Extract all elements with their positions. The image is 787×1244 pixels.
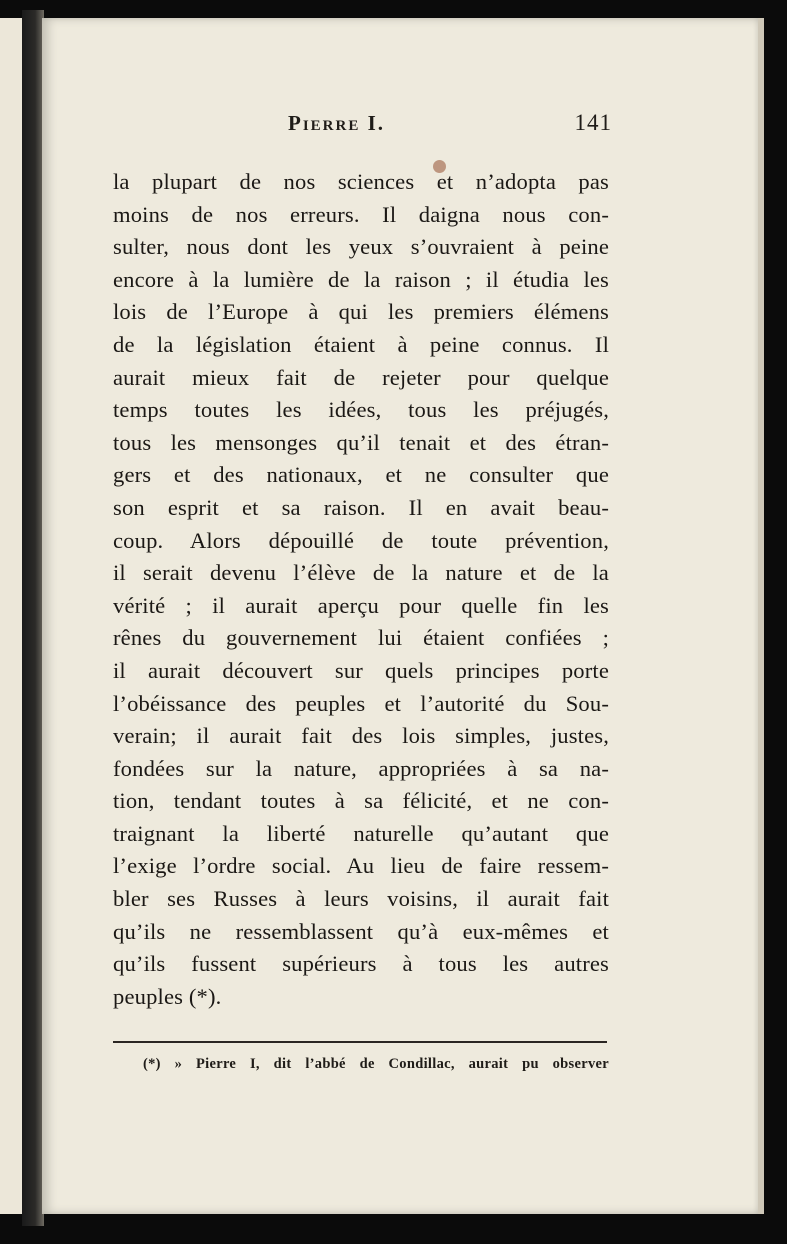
footnote-rule — [113, 1041, 607, 1043]
text-line: il serait devenu l’élève de la nature et de la — [113, 560, 609, 586]
text-line: qu’ils ne ressemblassent qu’à eux-mêmes et — [113, 918, 609, 944]
text-line: gers et des nationaux, et ne consulter que — [113, 462, 609, 488]
text-line: temps toutes les idées, tous les préjugés, — [113, 397, 609, 423]
text-line: la plupart de nos sciences et n’adopta pas — [113, 169, 609, 194]
body-text — [113, 166, 609, 1013]
page-number: 141 — [574, 110, 612, 135]
facing-page-edge — [0, 18, 23, 1214]
text-line: vérité ; il aurait aperçu pour quelle fin les — [113, 592, 609, 618]
text-line: il aurait découvert sur quels principes porte — [113, 657, 609, 683]
footnote: (*) » Pierre I, dit l’abbé de Condillac, aurait pu observer — [143, 1056, 609, 1072]
text-line: aurait mieux fait de rejeter pour quelque — [113, 364, 609, 390]
running-head: Pierre I. — [288, 111, 386, 135]
page-edge-right — [758, 18, 764, 1214]
text-line: coup. Alors dépouillé de toute prévention, — [113, 527, 609, 553]
book-gutter — [22, 10, 44, 1226]
text-line: son esprit et sa raison. Il en avait beau- — [113, 494, 609, 520]
text-line: tous les mensonges qu’il tenait et des étran- — [113, 429, 609, 455]
text-line: peuples (*). — [113, 983, 222, 1009]
text-line: verain; il aurait fait des lois simples, justes, — [113, 723, 609, 749]
text-line: bler ses Russes à leurs voisins, il aurait fait — [113, 886, 609, 912]
text-line: moins de nos erreurs. Il daigna nous con- — [113, 201, 609, 227]
text-line: rênes du gouvernement lui étaient confiées ; — [113, 625, 609, 651]
text-line: fondées sur la nature, appropriées à sa na- — [113, 755, 609, 781]
text-line: traignant la liberté naturelle qu’autant que — [113, 820, 609, 846]
text-line: l’exige l’ordre social. Au lieu de faire ressem- — [113, 853, 609, 879]
page-header — [112, 111, 612, 145]
text-line: l’obéissance des peuples et l’autorité du Sou- — [113, 690, 609, 716]
text-line: sulter, nous dont les yeux s’ouvraient à peine — [113, 234, 609, 260]
text-line: encore à la lumière de la raison ; il étudia les — [113, 266, 609, 292]
text-line: qu’ils fussent supérieurs à tous les autres — [113, 951, 609, 977]
text-line: tion, tendant toutes à sa félicité, et ne con- — [113, 788, 609, 814]
text-line: de la législation étaient à peine connus. Il — [113, 331, 609, 357]
text-line: lois de l’Europe à qui les premiers élémens — [113, 299, 609, 325]
